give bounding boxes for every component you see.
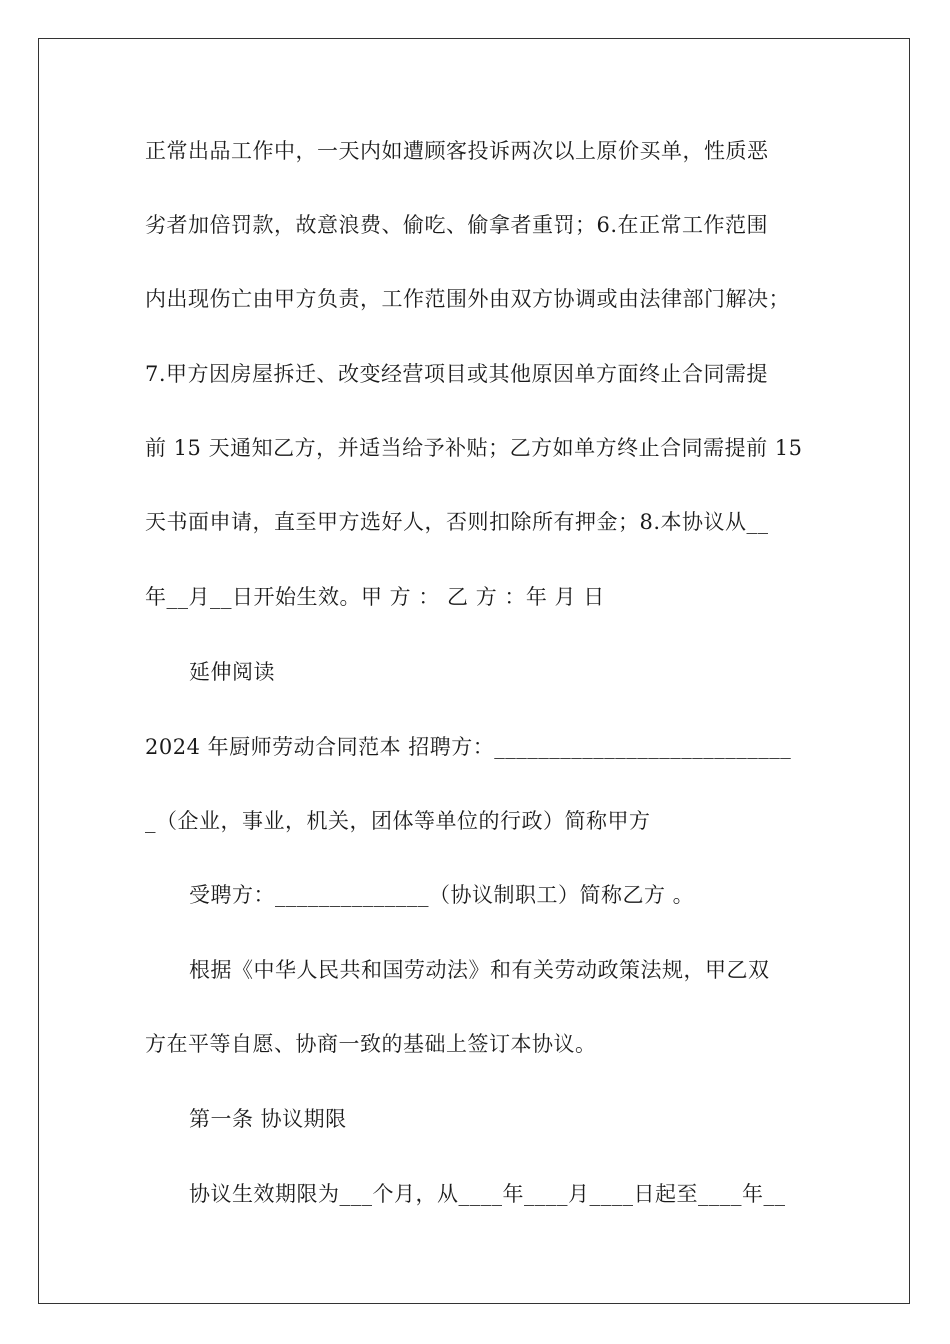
body-text-line: 劣者加倍罚款，故意浪费、偷吃、偷拿者重罚；6.在正常工作范围 bbox=[145, 213, 769, 237]
body-text-line: 方在平等自愿、协商一致的基础上签订本协议。 bbox=[145, 1032, 597, 1056]
body-text-line: 前 15 天通知乙方，并适当给予补贴；乙方如单方终止合同需提前 15 bbox=[145, 436, 803, 460]
body-text-line: 天书面申请，直至甲方选好人，否则扣除所有押金；8.本协议从__ bbox=[145, 510, 769, 534]
body-text-line: _（企业，事业，机关，团体等单位的行政）简称甲方 bbox=[145, 809, 651, 833]
body-text-line: 年__月__日开始生效。甲 方 ： 乙 方 ：年 月 日 bbox=[145, 585, 605, 609]
body-text-line: 内出现伤亡由甲方负责，工作范围外由双方协调或由法律部门解决； bbox=[145, 287, 790, 311]
contract-title-line: 2024 年厨师劳动合同范本 招聘方：___________________________ bbox=[145, 735, 792, 759]
body-text-line: 受聘方：______________（协议制职工）简称乙方 。 bbox=[189, 883, 695, 907]
section-heading-further-reading: 延伸阅读 bbox=[189, 660, 275, 684]
body-text-line: 正常出品工作中，一天内如遭顾客投诉两次以上原价买单，性质恶 bbox=[145, 139, 769, 163]
body-text-line: 7.甲方因房屋拆迁、改变经营项目或其他原因单方面终止合同需提 bbox=[145, 362, 769, 386]
body-text-line: 协议生效期限为___个月，从____年____月____日起至____年__ bbox=[189, 1182, 786, 1206]
article-heading: 第一条 协议期限 bbox=[189, 1107, 347, 1131]
body-text-line: 根据《中华人民共和国劳动法》和有关劳动政策法规，甲乙双 bbox=[189, 958, 770, 982]
